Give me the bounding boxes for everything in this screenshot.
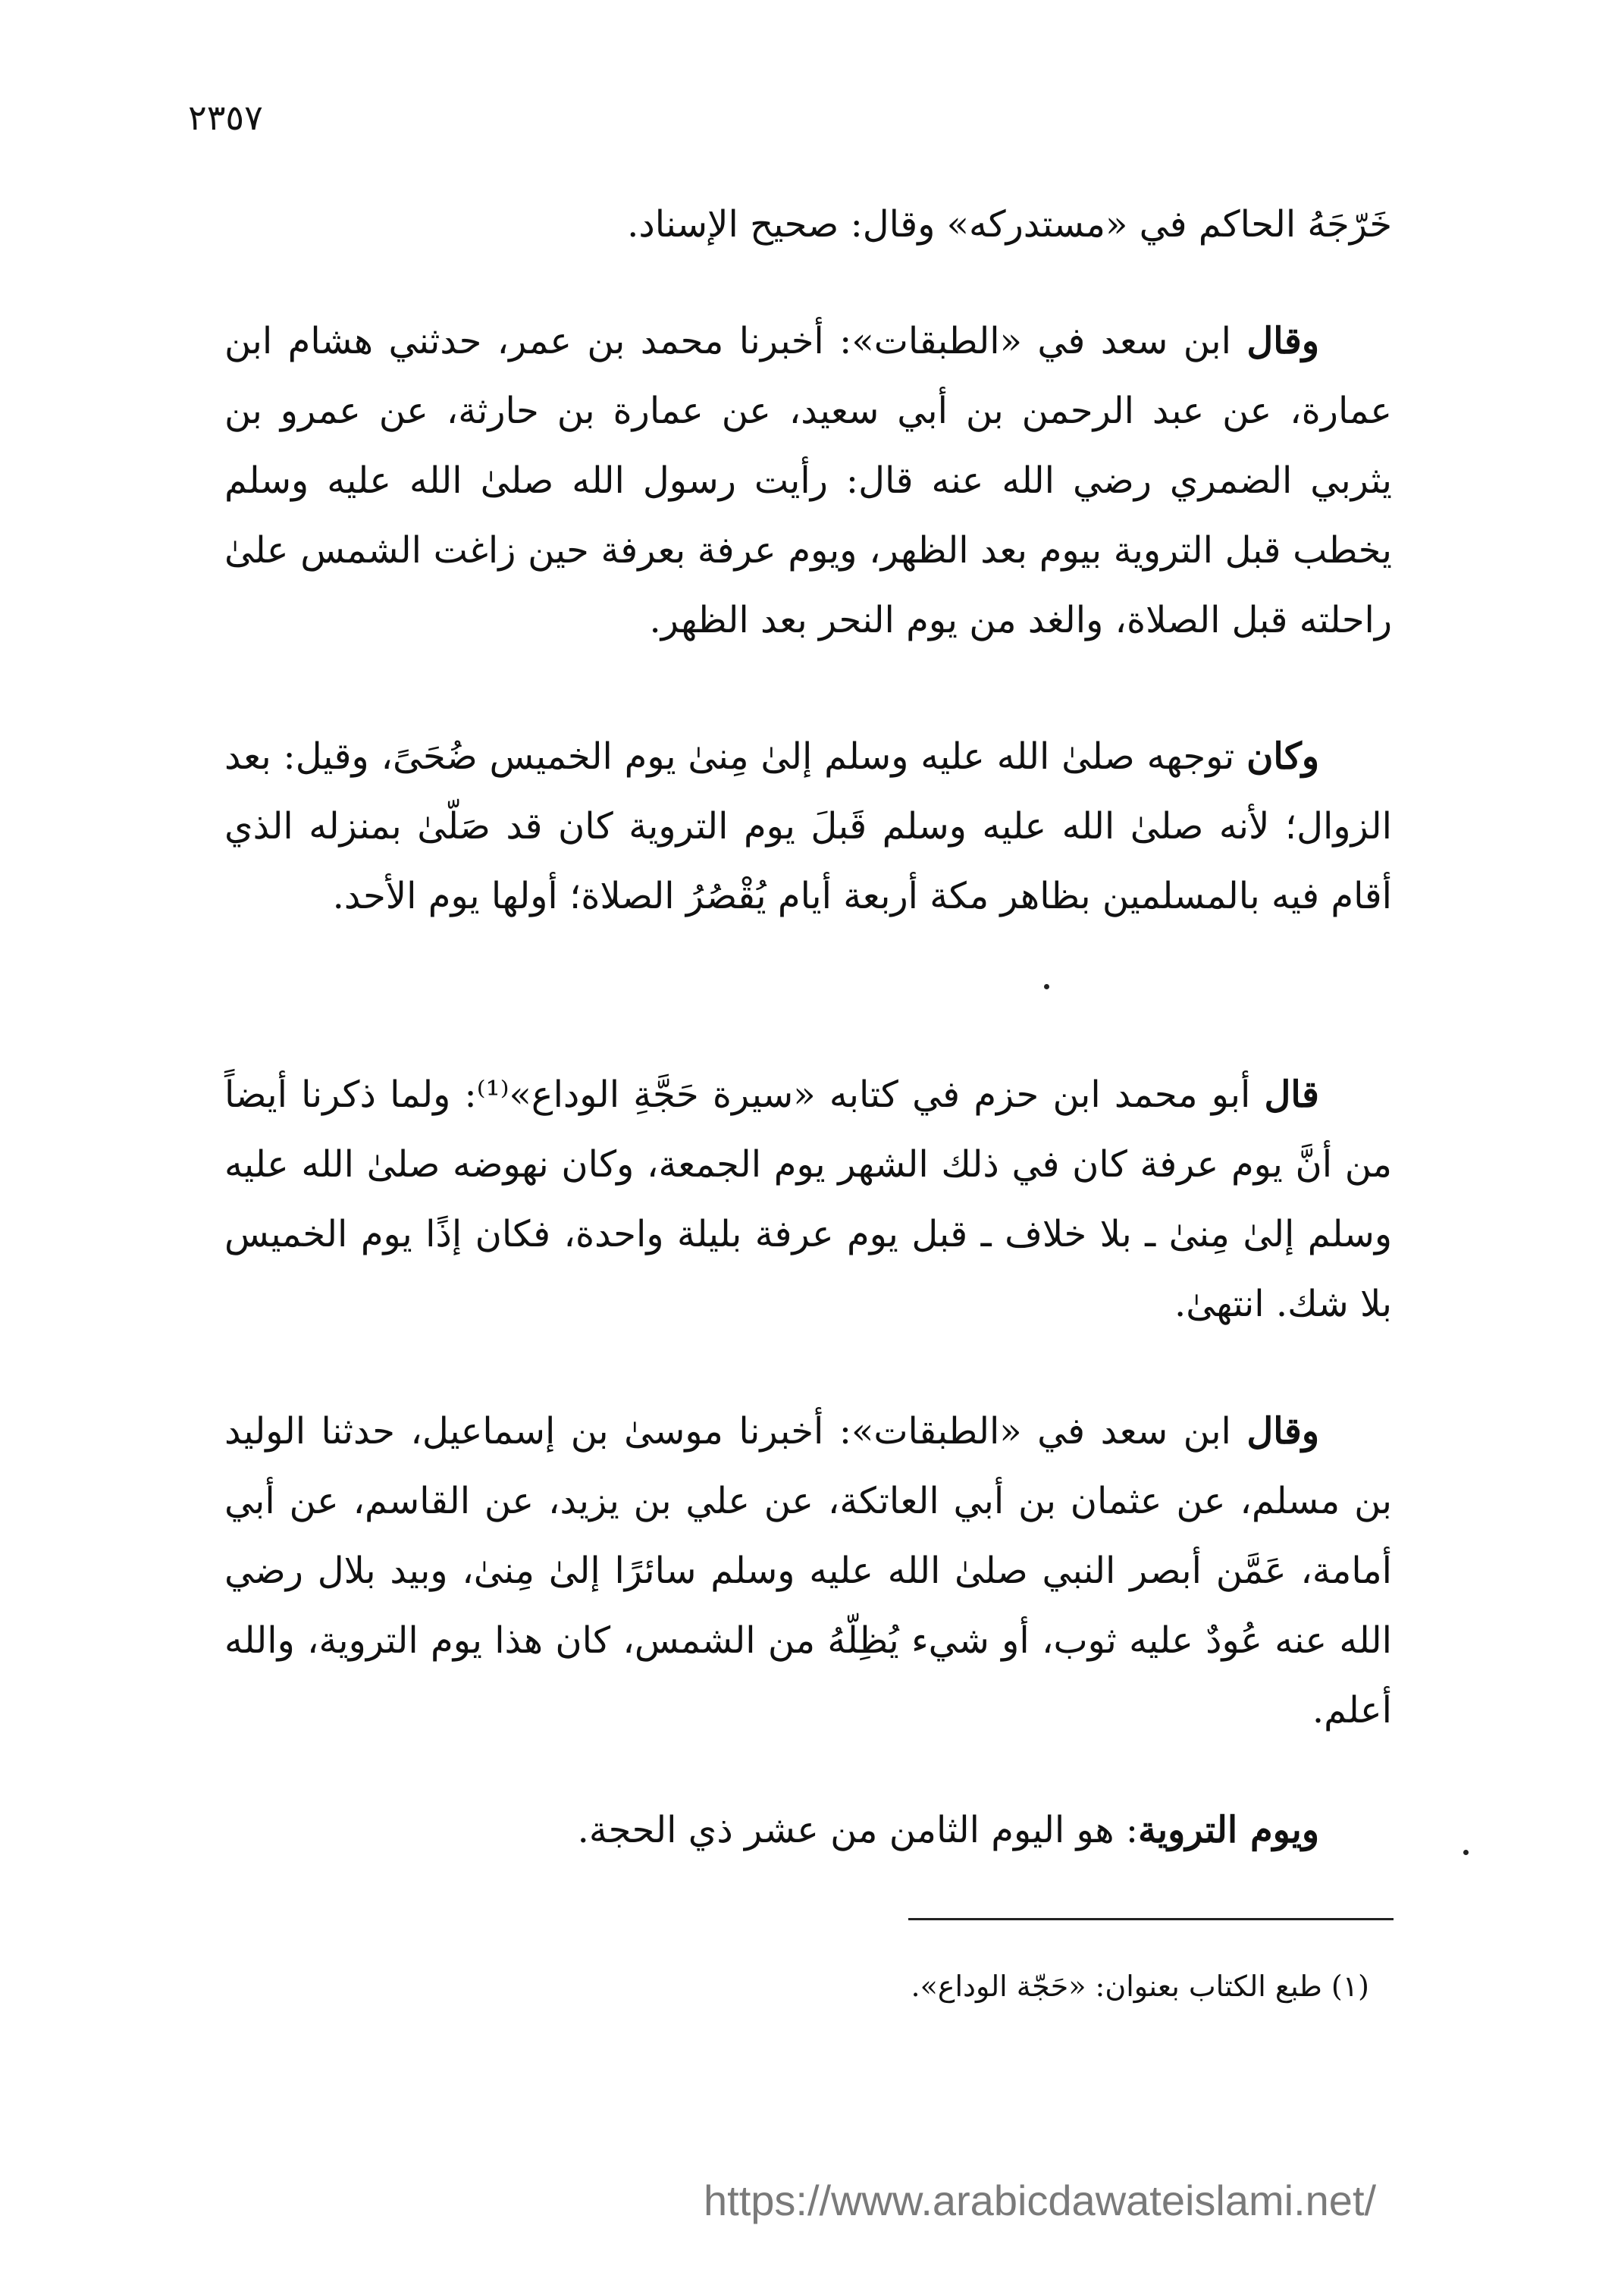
paragraph-lead: وكان	[1246, 735, 1319, 778]
paragraph-2	[224, 306, 1392, 655]
paragraph-lead: قال	[1264, 1073, 1319, 1116]
paragraph-text: خَرّجَهُ الحاكم في «مستدركه» وقال: صحيح الإسناد.	[627, 203, 1392, 246]
footnote-divider	[908, 1918, 1394, 1920]
paragraph-text: ابن سعد في «الطبقات»: أخبرنا محمد بن عمر، حدثني هشام ابن عمارة، عن عبد الرحمن بن أبي سعيد، عن عمارة بن حارثة، عن عمرو بن يثربي الضمري رضي الله عنه قال: رأيت رسول الله صلىٰ الله عليه وسلم يخطب قبل التروية بيوم بعد الظهر، ويوم عرفة بعرفة حين زاغت الشمس علىٰ راحلته قبل الصلاة، والغد من يوم النحر بعد الظهر.	[224, 320, 1393, 641]
scan-speck	[1044, 984, 1049, 989]
watermark-url: https://www.arabicdawateislami.net/	[704, 2177, 1377, 2224]
paragraph-lead: وقال	[1246, 320, 1319, 362]
paragraph-text: توجهه صلىٰ الله عليه وسلم إلىٰ مِنىٰ يوم الخميس ضُحَىً، وقيل: بعد الزوال؛ لأنه صلىٰ الله عليه وسلم قَبلَ يوم التروية كان قد صَلّىٰ بمنزله الذي أقام فيه بالمسلمين بظاهر مكة أربعة أيام يُقْصُرُ الصلاة؛ أولها يوم الأحد.	[224, 735, 1392, 917]
paragraph-4	[224, 1060, 1392, 1339]
paragraph-6	[224, 1795, 1392, 1865]
paragraph-text: : هو اليوم الثامن من عشر ذي الحجة.	[577, 1809, 1139, 1851]
page-number: ٢٣٥٧	[188, 97, 263, 138]
paragraph-lead: وقال	[1246, 1410, 1319, 1453]
paragraph-3	[224, 722, 1392, 931]
footnote: (١) طبع الكتاب بعنوان: «حَجّة الوداع».	[911, 1970, 1369, 2003]
paragraph-lead: ويوم التروية	[1138, 1809, 1319, 1851]
paragraph-text: ابن سعد في «الطبقات»: أخبرنا موسىٰ بن إسماعيل، حدثنا الوليد بن مسلم، عن عثمان بن أبي العاتكة، عن علي بن يزيد، عن القاسم، عن أبي أمامة، عَمَّن أبصر النبي صلىٰ الله عليه وسلم سائرًا إلىٰ مِنىٰ، وبيد بلال رضي الله عنه عُودٌ عليه ثوب، أو شيء يُظِلّهُ من الشمس، كان هذا يوم التروية، والله أعلم.	[224, 1410, 1393, 1732]
paragraph-text: أبو محمد ابن حزم في كتابه «سيرة حَجَّةِ الوداع»⁽¹⁾: ولما ذكرنا أيضاً من أنَّ يوم عرفة كان في ذلك الشهر يوم الجمعة، وكان نهوضه صلىٰ الله عليه وسلم إلىٰ مِنىٰ ـ بلا خلاف ـ قبل يوم عرفة بليلة واحدة، فكان إذًا يوم الخميس بلا شك. انتهىٰ.	[224, 1073, 1392, 1325]
paragraph-5	[224, 1396, 1392, 1745]
scan-speck	[1463, 1850, 1469, 1855]
paragraph-1	[224, 190, 1392, 259]
